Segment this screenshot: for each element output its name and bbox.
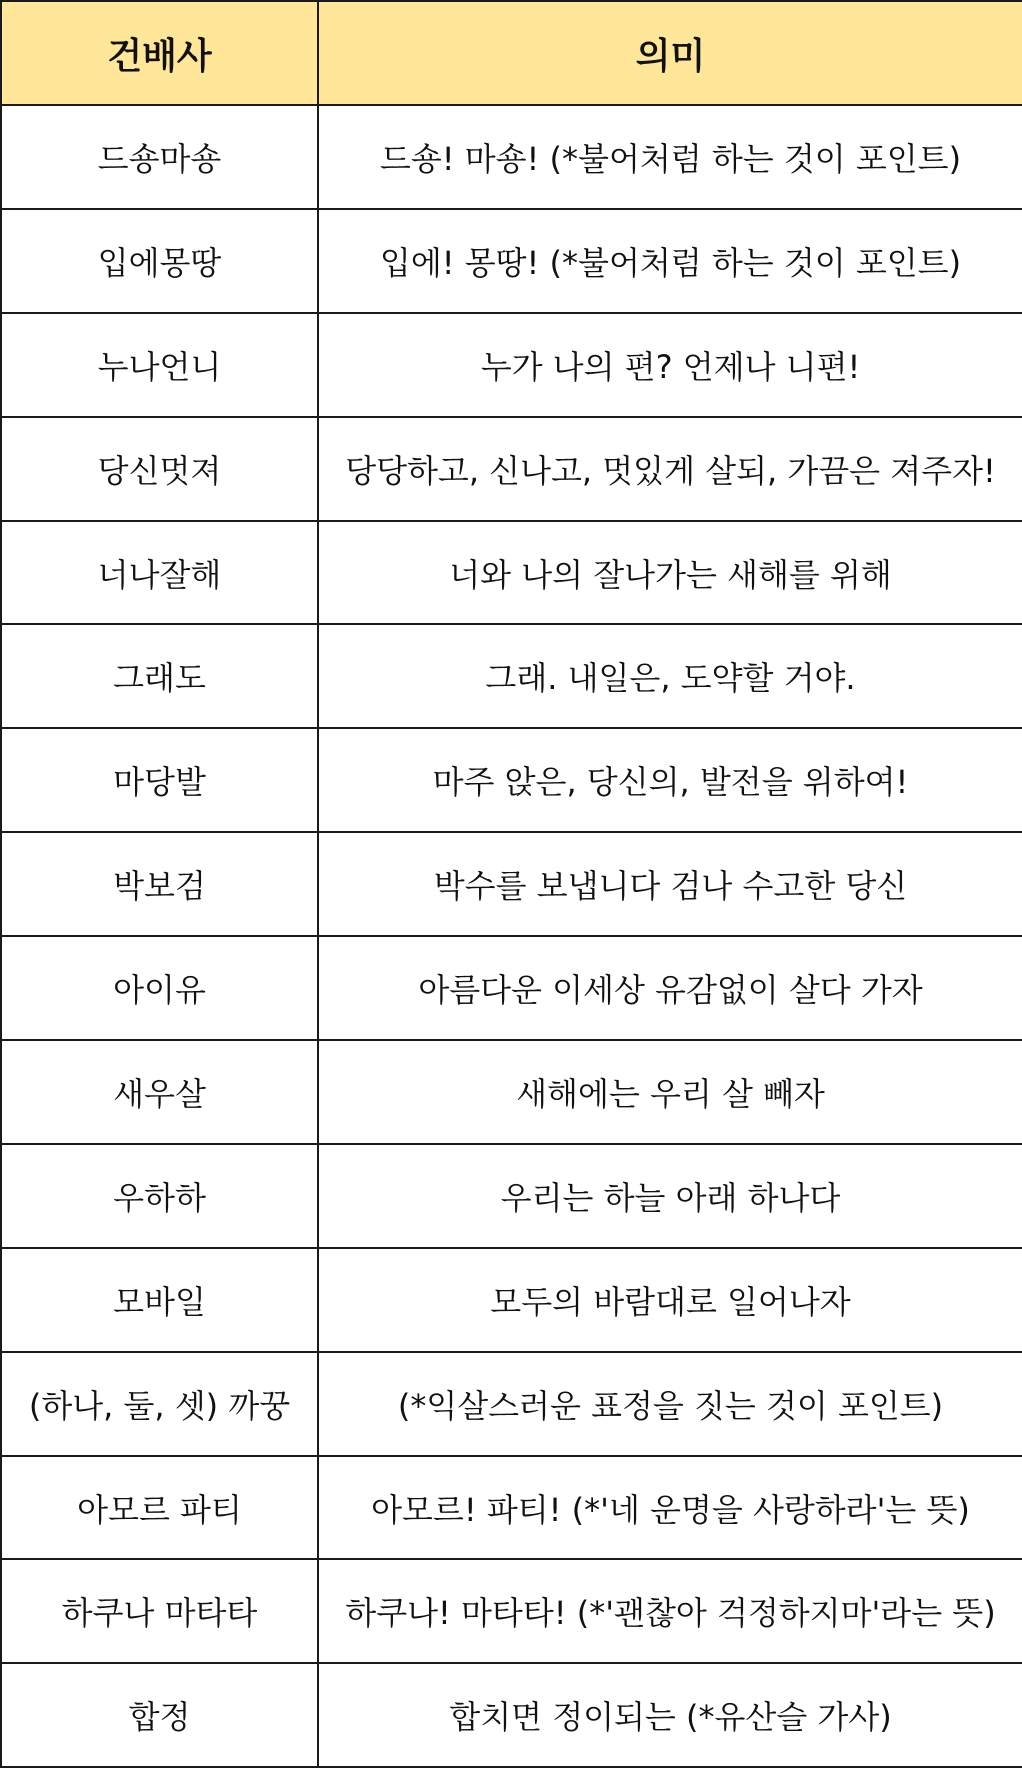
table-header-row xyxy=(1,1,1022,105)
meaning-cell: 당당하고, 신나고, 멋있게 살되, 가끔은 져주자! xyxy=(318,417,1022,521)
toast-cell: 너나잘해 xyxy=(1,521,318,625)
table-row xyxy=(1,209,1022,313)
table-row xyxy=(1,936,1022,1040)
header-toast: 건배사 xyxy=(1,1,318,105)
toast-cell: 입에몽땅 xyxy=(1,209,318,313)
toast-cell: 우하하 xyxy=(1,1144,318,1248)
toast-cell: 새우살 xyxy=(1,1040,318,1144)
table-row xyxy=(1,1663,1022,1767)
meaning-cell: 드숑! 마숑! (*불어처럼 하는 것이 포인트) xyxy=(318,105,1022,209)
table-row xyxy=(1,105,1022,209)
meaning-cell: 합치면 정이되는 (*유산슬 가사) xyxy=(318,1663,1022,1767)
meaning-cell: 박수를 보냅니다 검나 수고한 당신 xyxy=(318,832,1022,936)
table-row xyxy=(1,1559,1022,1663)
meaning-cell: 우리는 하늘 아래 하나다 xyxy=(318,1144,1022,1248)
meaning-cell: 누가 나의 편? 언제나 니편! xyxy=(318,313,1022,417)
toast-cell: 그래도 xyxy=(1,624,318,728)
toast-cell: 박보검 xyxy=(1,832,318,936)
toast-cell: 모바일 xyxy=(1,1248,318,1352)
toast-cell: 합정 xyxy=(1,1663,318,1767)
table-row xyxy=(1,728,1022,832)
meaning-cell: 아름다운 이세상 유감없이 살다 가자 xyxy=(318,936,1022,1040)
toast-cell: 아모르 파티 xyxy=(1,1456,318,1560)
toast-cell: 하쿠나 마타타 xyxy=(1,1559,318,1663)
meaning-cell: 아모르! 파티! (*'네 운명을 사랑하라'는 뜻) xyxy=(318,1456,1022,1560)
table-row xyxy=(1,521,1022,625)
meaning-cell: 마주 앉은, 당신의, 발전을 위하여! xyxy=(318,728,1022,832)
meaning-cell: 모두의 바람대로 일어나자 xyxy=(318,1248,1022,1352)
toast-cell: 드숑마숑 xyxy=(1,105,318,209)
toast-cell: 누나언니 xyxy=(1,313,318,417)
table-row xyxy=(1,832,1022,936)
table-row xyxy=(1,1144,1022,1248)
meaning-cell: 하쿠나! 마타타! (*'괜찮아 걱정하지마'라는 뜻) xyxy=(318,1559,1022,1663)
table-row xyxy=(1,1352,1022,1456)
toast-cell: (하나, 둘, 셋) 까꿍 xyxy=(1,1352,318,1456)
table-row xyxy=(1,1248,1022,1352)
toast-cell: 아이유 xyxy=(1,936,318,1040)
meaning-cell: 새해에는 우리 살 빼자 xyxy=(318,1040,1022,1144)
header-meaning: 의미 xyxy=(318,1,1022,105)
meaning-cell: 너와 나의 잘나가는 새해를 위해 xyxy=(318,521,1022,625)
meaning-cell: (*익살스러운 표정을 짓는 것이 포인트) xyxy=(318,1352,1022,1456)
table-row xyxy=(1,624,1022,728)
table-row xyxy=(1,1456,1022,1560)
table-row xyxy=(1,313,1022,417)
meaning-cell: 입에! 몽땅! (*불어처럼 하는 것이 포인트) xyxy=(318,209,1022,313)
table-row xyxy=(1,417,1022,521)
meaning-cell: 그래. 내일은, 도약할 거야. xyxy=(318,624,1022,728)
table-row xyxy=(1,1040,1022,1144)
toast-cell: 마당발 xyxy=(1,728,318,832)
toast-cell: 당신멋져 xyxy=(1,417,318,521)
